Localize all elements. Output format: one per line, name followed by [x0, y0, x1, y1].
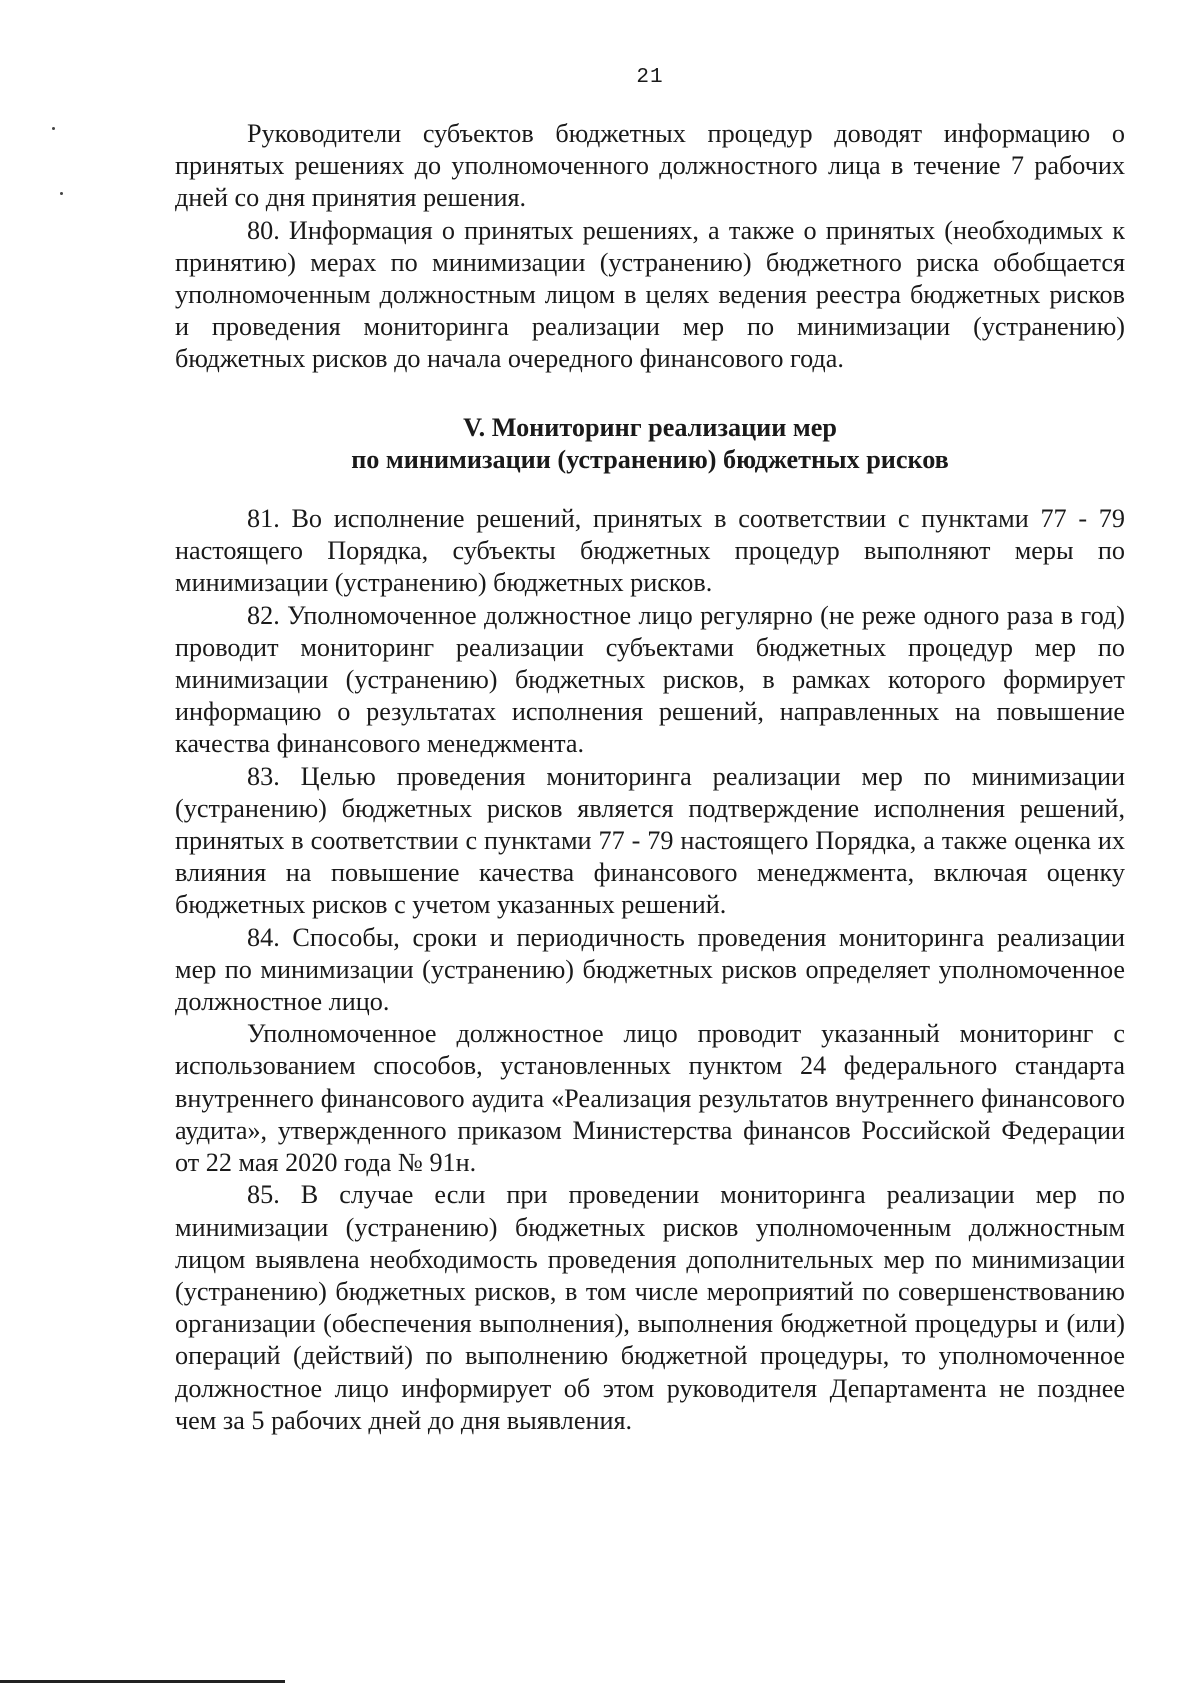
paragraph-82: 82. Уполномоченное должностное лицо регулярно (не реже одного раза в год) проводит мониторинг реализации субъектами бюджетных процедур мер по минимизации (устранению) бюджетных рисков, в рамках которого формирует информацию о результатах исполнения решений, направленных на повышение качества финансового менеджмента.: [175, 600, 1125, 759]
paragraph-84: 84. Способы, сроки и периодичность проведения мониторинга реализации мер по минимизации (устранению) бюджетных рисков определяет уполномоченное должностное лицо.: [175, 922, 1125, 1017]
paragraph-81: 81. Во исполнение решений, принятых в соответствии с пунктами 77 - 79 настоящего Порядка, субъекты бюджетных процедур выполняют меры по минимизации (устранению) бюджетных рисков.: [175, 504, 1125, 598]
margin-mark: [52, 127, 55, 130]
section-heading-line-2: по минимизации (устранению) бюджетных рисков: [351, 444, 949, 474]
page-number: 21: [636, 66, 664, 89]
document-body: [175, 118, 1125, 1437]
footer-divider: [0, 1680, 285, 1683]
margin-mark: [60, 192, 63, 195]
section-heading-line-1: V. Мониторинг реализации мер: [463, 412, 837, 442]
paragraph-85: 85. В случае если при проведении мониторинга реализации мер по минимизации (устранению) бюджетных рисков уполномоченным должностным лицом выявлена необходимость проведения дополнительных мер по минимизации (устранению) бюджетных рисков, в том числе мероприятий по совершенствованию организации (обеспечения выполнения), выполнения бюджетной процедуры и (или) операций (действий) по выполнению бюджетной процедуры, то уполномоченное должностное лицо информирует об этом руководителя Департамента не позднее чем за 5 рабочих дней до дня выявления.: [175, 1180, 1125, 1435]
paragraph: Руководители субъектов бюджетных процедур доводят информацию о принятых решениях до уполномоченного должностного лица в течение 7 рабочих дней со дня принятия решения.: [175, 119, 1125, 213]
section-heading: [175, 412, 1125, 476]
paragraph-80: 80. Информация о принятых решениях, а также о принятых (необходимых к принятию) мерах по минимизации (устранению) бюджетного риска обобщается уполномоченным должностным лицом в целях ведения реестра бюджетных рисков и проведения мониторинга реализации мер по минимизации (устранению) бюджетных рисков до начала очередного финансового года.: [175, 215, 1125, 374]
paragraph: Уполномоченное должностное лицо проводит указанный мониторинг с использованием способов, установленных пунктом 24 федерального стандарта внутреннего финансового аудита «Реализация результатов внутреннего финансового аудита», утвержденного приказом Министерства финансов Российской Федерации от 22 мая 2020 года № 91н.: [175, 1019, 1125, 1178]
paragraph-83: 83. Целью проведения мониторинга реализации мер по минимизации (устранению) бюджетных рисков является подтверждение исполнения решений, принятых в соответствии с пунктами 77 - 79 настоящего Порядка, а также оценка их влияния на повышение качества финансового менеджмента, включая оценку бюджетных рисков с учетом указанных решений.: [175, 761, 1125, 920]
